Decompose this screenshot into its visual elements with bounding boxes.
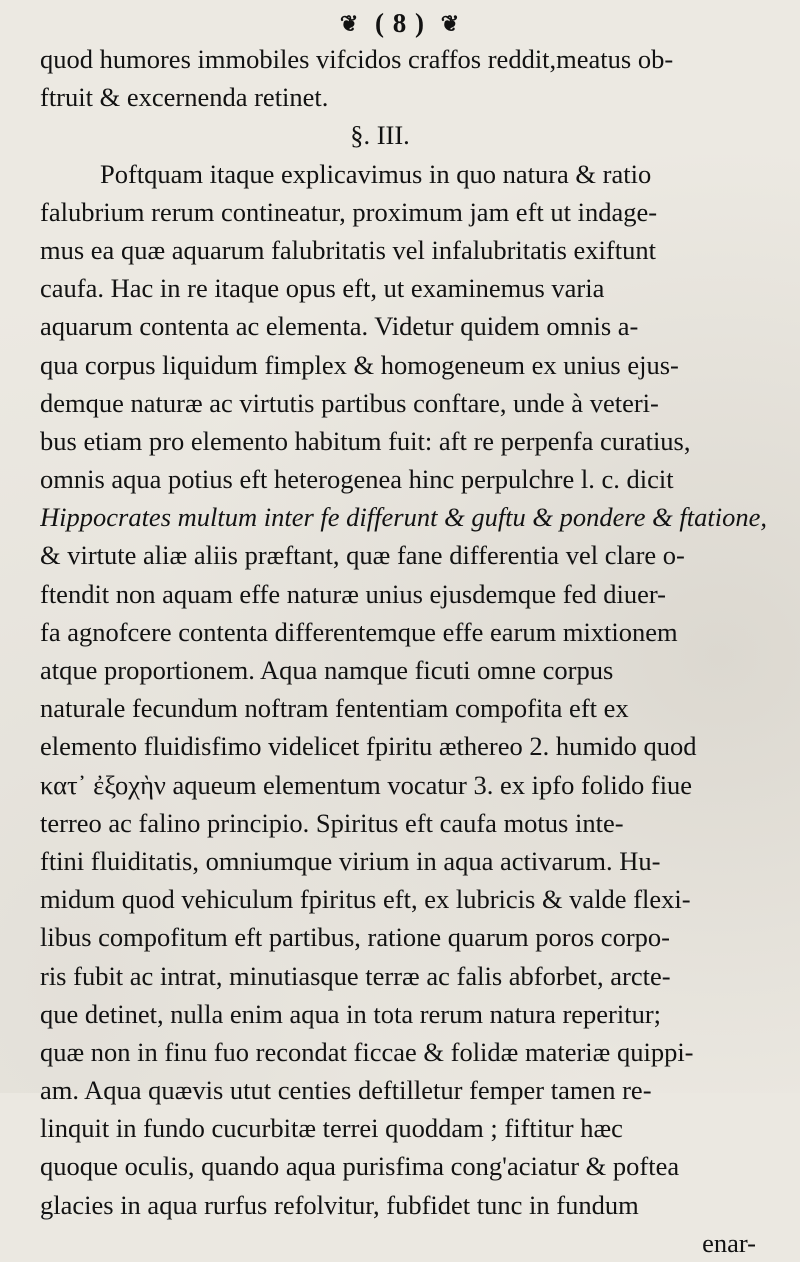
text-line: Poftquam itaque explicavimus in quo natura & ratio (100, 158, 652, 189)
text-line: linquit in fundo cucurbitæ terrei quoddam ; fiftitur hæc (40, 1113, 623, 1144)
text-line: qua corpus liquidum fimplex & homogeneum ex unius ejus- (40, 349, 679, 380)
catchword: enar- (702, 1227, 756, 1258)
text-line: falubrium rerum contineatur, proximum jam eft ut indage- (40, 196, 658, 227)
text-line: bus etiam pro elemento habitum fuit: aft re perpenfa curatius, (40, 425, 691, 456)
text-line: elemento fluidisfimo videlicet fpiritu æthereo 2. humido quod (40, 731, 697, 762)
page-header (0, 6, 800, 39)
text-line: libus compofitum eft partibus, ratione quarum poros corpo- (40, 922, 670, 953)
text-line: glacies in aqua rurfus refolvitur, fubfidet tunc in fundum (40, 1189, 639, 1220)
text-line: demque naturæ ac virtutis partibus conftare, unde à veteri- (40, 387, 659, 418)
text-line: mus ea quæ aquarum falubritatis vel infalubritatis exiftunt (40, 234, 656, 265)
text-line: am. Aqua quævis utut centies deftilletur femper tamen re- (40, 1075, 652, 1106)
section-heading: §. III. (350, 120, 410, 151)
text-line: quod humores immobiles vifcidos craffos reddit,meatus ob- (40, 44, 674, 74)
page-number: ( 8 ) (375, 8, 425, 39)
text-line: & virtute aliæ aliis præftant, quæ fane differentia vel clare o- (40, 540, 685, 571)
text-line: midum quod vehiculum fpiritus eft, ex lubricis & valde flexi- (40, 884, 691, 915)
text-line: caufa. Hac in re itaque opus eft, ut examinemus varia (40, 273, 605, 304)
quotation-line: Hippocrates multum inter fe differunt & guftu & pondere & ftatione, (40, 502, 767, 533)
text-line: naturale fecundum noftram fententiam compofita eft ex (40, 693, 629, 724)
text-line: fa agnofcere contenta differentemque effe earum mixtionem (40, 616, 678, 647)
text-line: atque proportionem. Aqua namque ficuti omne corpus (40, 655, 614, 685)
text-line: quæ non in finu fuo recondat ficcae & folidæ materiæ quippi- (40, 1036, 694, 1067)
text-line: quoque oculis, quando aqua purisfima cong'aciatur & poftea (40, 1151, 680, 1182)
text-line: que detinet, nulla enim aqua in tota rerum natura reperitur; (40, 998, 662, 1029)
body-text (40, 40, 780, 1262)
text-line: omnis aqua potius eft heterogenea hinc perpulchre l. c. dicit (40, 464, 674, 495)
text-line: ftruit & excernenda retinet. (40, 82, 329, 113)
text-line: aquarum contenta ac elementa. Videtur quidem omnis a- (40, 311, 639, 342)
text-line: ftini fluiditatis, omniumque virium in aqua activarum. Hu- (40, 845, 661, 876)
text-line: ftendit non aquam effe naturæ unius ejusdemque fed diuer- (40, 578, 666, 609)
text-line: ris fubit ac intrat, minutiasque terræ ac falis abforbet, arcte- (40, 960, 671, 991)
ornament-left-icon: ❦ (339, 10, 360, 36)
text-line: κατ᾽ ἐξοχὴν aqueum elementum vocatur 3. ex ipfo folido fiue (40, 769, 693, 800)
text-line: terreo ac falino principio. Spiritus eft caufa motus inte- (40, 807, 624, 838)
ornament-right-icon: ❦ (440, 10, 461, 36)
